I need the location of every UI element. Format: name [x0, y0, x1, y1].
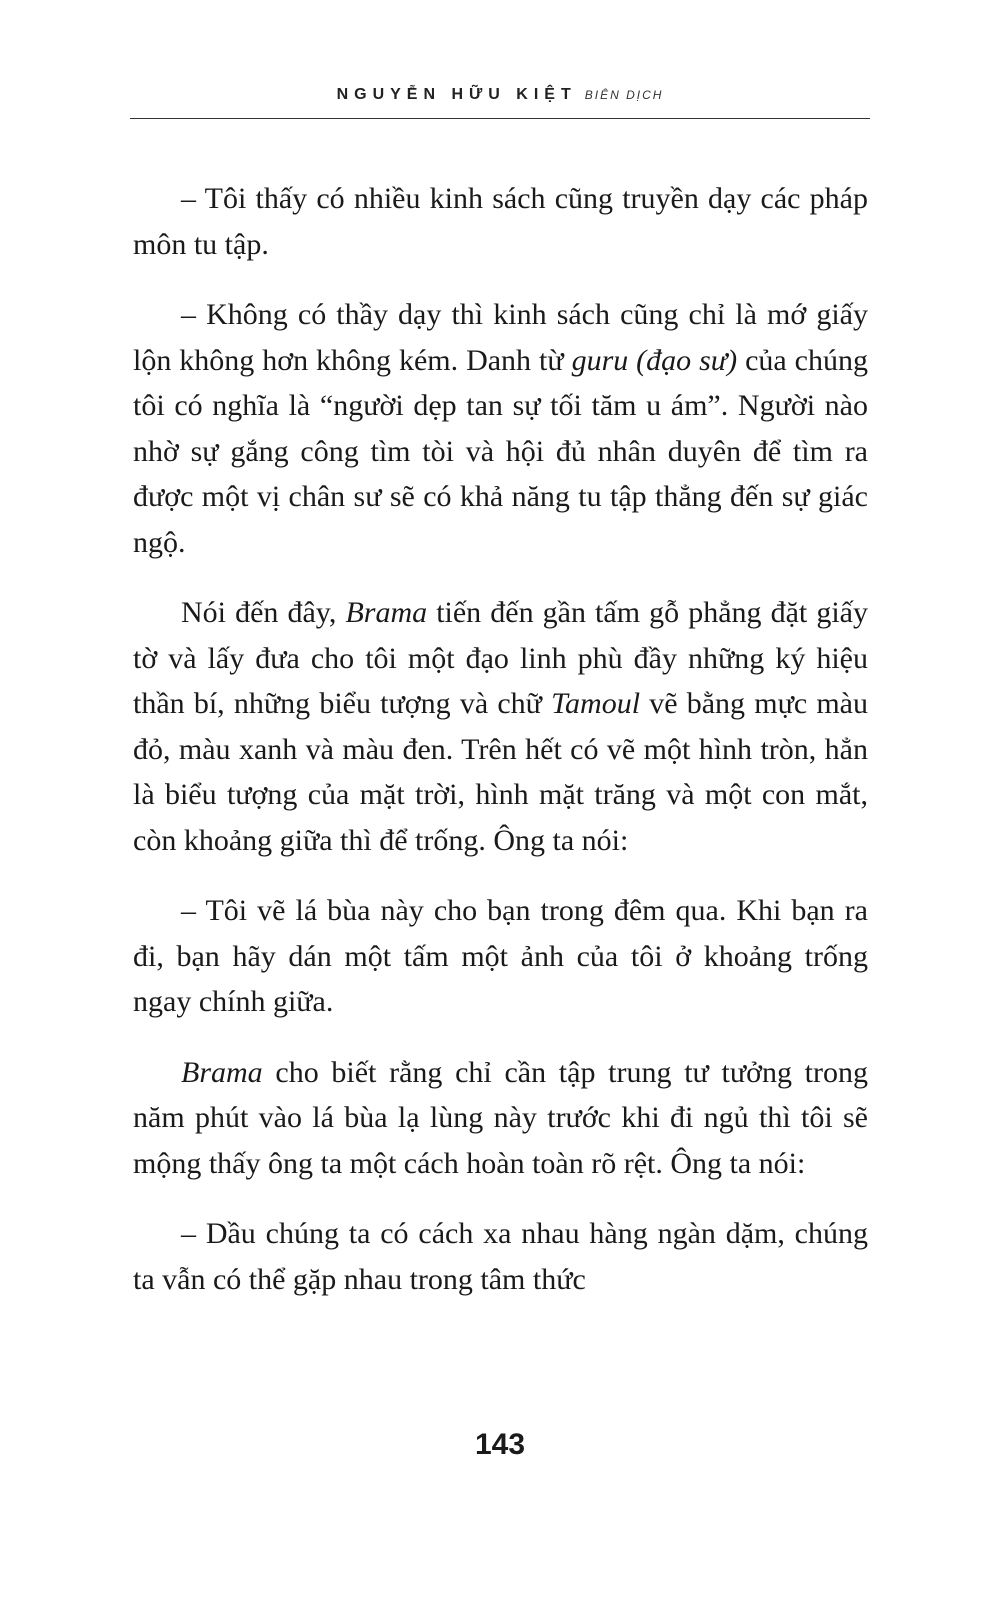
text-run: – Tôi thấy có nhiều kinh sách cũng truyền dạy các pháp môn tu tập.	[133, 182, 868, 261]
italic-term: Brama	[345, 596, 428, 629]
text-run: – Tôi vẽ lá bùa này cho bạn trong đêm qua. Khi bạn ra đi, bạn hãy dán một tấm một ảnh của tôi ở khoảng trống ngay chính giữa.	[133, 894, 868, 1018]
paragraph	[133, 1050, 868, 1187]
body-text	[133, 176, 868, 1327]
text-run: tiến đến gần tấm gỗ phẳng đặt giấy tờ và lấy đưa cho tôi một đạo linh phù đầy những ký hiệu thần bí, những biểu tượng và chữ	[133, 596, 868, 720]
paragraph	[133, 292, 868, 565]
text-run: – Dầu chúng ta có cách xa nhau hàng ngàn dặm, chúng ta vẫn có thể gặp nhau trong tâm thức	[133, 1217, 868, 1296]
running-header	[130, 86, 870, 104]
italic-term: guru (đạo sư)	[571, 343, 738, 377]
italic-term: Tamoul	[551, 687, 641, 720]
header-divider	[130, 118, 870, 119]
italic-term: Brama	[181, 1055, 263, 1089]
paragraph	[133, 1211, 868, 1302]
paragraph	[133, 176, 868, 267]
header-author: NGUYỄN HỮU KIỆT	[336, 86, 577, 103]
paragraph	[133, 590, 868, 863]
text-run: Nói đến đây,	[181, 596, 346, 629]
page-number: 143	[474, 1428, 526, 1461]
text-run: cho biết rằng chỉ cần tập trung tư tưởng trong năm phút vào lá bùa lạ lùng này trước khi đi ngủ thì tôi sẽ mộng thấy ông ta một cách hoàn toàn rõ rệt. Ông ta nói:	[133, 1055, 868, 1180]
header-role: BIÊN DỊCH	[584, 88, 664, 102]
text-run: – Không có thầy dạy thì kinh sách cũng chỉ là mớ giấy lộn không hơn không kém. Danh từ	[133, 298, 868, 377]
text-run: của chúng tôi có nghĩa là “người dẹp tan sự tối tăm u ám”. Người nào nhờ sự gắng công tìm tòi và hội đủ nhân duyên để tìm ra được một vị chân sư sẽ có khả năng tu tập thẳng đến sự giác ngộ.	[133, 343, 868, 559]
text-run: vẽ bằng mực màu đỏ, màu xanh và màu đen. Trên hết có vẽ một hình tròn, hẳn là biểu tượng của mặt trời, hình mặt trăng và một con mắt, còn khoảng giữa thì để trống. Ông ta nói:	[133, 687, 868, 857]
paragraph	[133, 888, 868, 1025]
